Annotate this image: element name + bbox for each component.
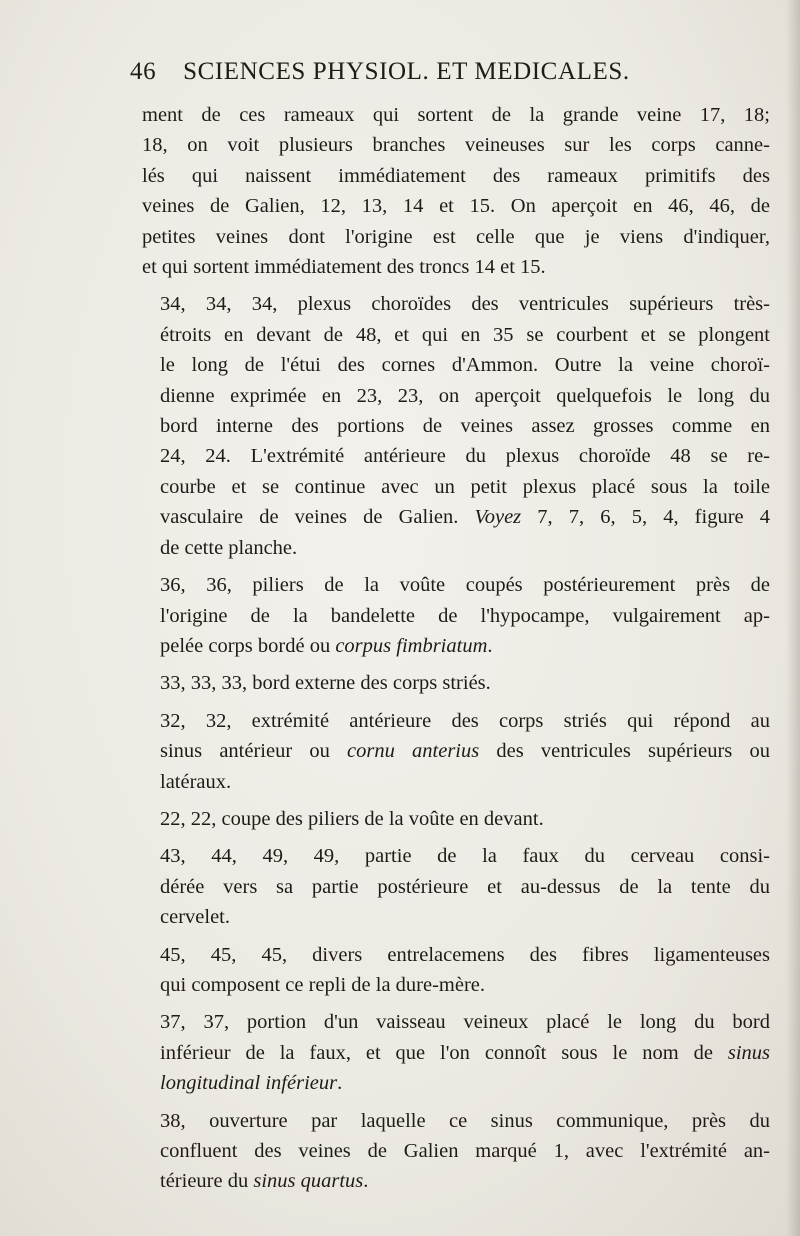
text-line: ment de ces rameaux qui sortent de la grande veine 17, 18; bbox=[142, 104, 770, 126]
text-line: étroits en devant de 48, et qui en 35 se courbent et se plongent bbox=[160, 323, 770, 346]
text-line: et qui sortent immédiatement des troncs 14 et 15. bbox=[142, 256, 546, 279]
text-line: 38, ouverture par laquelle ce sinus communique, près du bbox=[160, 1109, 770, 1132]
text-line: lés qui naissent immédiatement des rameaux primitifs des bbox=[142, 164, 770, 187]
text-line: 33, 33, 33, bord externe des corps striés. bbox=[160, 672, 491, 695]
text-line: confluent des veines de Galien marqué 1, avec l'extrémité an- bbox=[160, 1140, 770, 1162]
paragraph bbox=[142, 100, 770, 282]
paragraph bbox=[142, 940, 770, 1001]
paragraph bbox=[142, 1106, 770, 1197]
paragraph bbox=[142, 289, 770, 563]
text-line: vasculaire de veines de Galien. Voyez 7, 7, 6, 5, 4, figure 4 bbox=[160, 506, 770, 529]
text-line: courbe et se continue avec un petit plexus placé sous la toile bbox=[160, 475, 770, 498]
paragraph bbox=[142, 668, 770, 698]
text-line: 22, 22, coupe des piliers de la voûte en devant. bbox=[160, 807, 544, 830]
text-line: 45, 45, 45, divers entrelacemens des fibres ligamenteuses bbox=[160, 943, 770, 966]
text-line: térieure du sinus quartus. bbox=[160, 1170, 369, 1193]
paragraph bbox=[142, 570, 770, 661]
text-line: pelée corps bordé ou corpus fimbriatum. bbox=[160, 634, 493, 657]
text-line: petites veines dont l'origine est celle que je viens d'indiquer, bbox=[142, 225, 770, 248]
text-line: sinus antérieur ou cornu anterius des ventricules supérieurs ou bbox=[160, 740, 770, 763]
paragraph bbox=[142, 1007, 770, 1098]
page-number: 46 bbox=[130, 58, 157, 85]
text-line: qui composent ce repli de la dure-mère. bbox=[160, 973, 486, 996]
body-text bbox=[142, 100, 770, 1204]
text-line: l'origine de la bandelette de l'hypocampe, vulgairement ap- bbox=[160, 604, 770, 627]
running-title: SCIENCES PHYSIOL. ET MEDICALES. bbox=[183, 58, 630, 85]
paragraph bbox=[142, 804, 770, 834]
page-edge-shadow bbox=[786, 0, 800, 1236]
text-line: 24, 24. L'extrémité antérieure du plexus choroïde 48 se re- bbox=[160, 445, 770, 468]
text-line: 43, 44, 49, 49, partie de la faux du cerveau consi- bbox=[160, 845, 770, 868]
text-line: latéraux. bbox=[160, 770, 232, 793]
text-line: dienne exprimée en 23, 23, on aperçoit quelquefois le long du bbox=[160, 384, 770, 407]
text-line: le long de l'étui des cornes d'Ammon. Outre la veine choroï- bbox=[160, 354, 770, 377]
paragraph bbox=[142, 841, 770, 932]
text-line: cervelet. bbox=[160, 906, 230, 929]
text-line: inférieur de la faux, et que l'on connoît sous le nom de sinus bbox=[160, 1041, 770, 1064]
text-line: de cette planche. bbox=[160, 536, 298, 559]
text-line: 18, on voit plusieurs branches veineuses sur les corps canne- bbox=[142, 134, 770, 157]
text-line: dérée vers sa partie postérieure et au-dessus de la tente du bbox=[160, 875, 770, 898]
text-line: 37, 37, portion d'un vaisseau veineux placé le long du bord bbox=[160, 1011, 770, 1034]
text-line: longitudinal inférieur. bbox=[160, 1072, 343, 1095]
text-line: 34, 34, 34, plexus choroïdes des ventricules supérieurs très- bbox=[160, 293, 770, 316]
text-line: bord interne des portions de veines assez grosses comme en bbox=[160, 415, 770, 438]
paragraph bbox=[142, 706, 770, 797]
running-header bbox=[130, 58, 730, 86]
text-line: 32, 32, extrémité antérieure des corps striés qui répond au bbox=[160, 709, 770, 732]
text-line: 36, 36, piliers de la voûte coupés postérieurement près de bbox=[160, 574, 770, 597]
text-line: veines de Galien, 12, 13, 14 et 15. On aperçoit en 46, 46, de bbox=[142, 195, 770, 218]
